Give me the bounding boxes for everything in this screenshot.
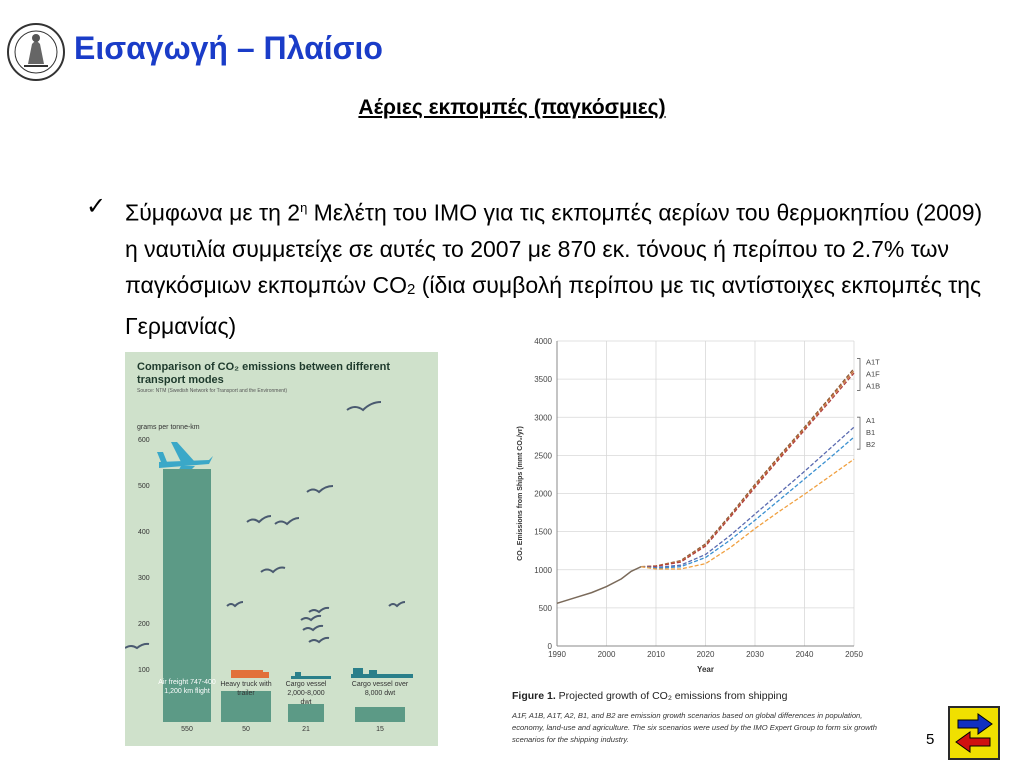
checkmark-icon: ✓ [86,193,107,220]
chart-x-tick-label: 2030 [746,650,764,659]
chart-legend-entry: B1 [866,428,876,438]
figure-caption-title: Figure 1. Projected growth of CO₂ emissions from shipping [512,690,788,702]
page-number: 5 [926,731,935,748]
chart-x-tick-label: 2010 [647,650,665,659]
transport-bar-label: Air freight 747-400 1,200 km flight [158,679,216,695]
chart-historical-line [557,567,641,604]
chart-series-line-a1b [641,373,854,567]
infographic-source: Source: NTM (Swedish Network for Transport and the Environment) [137,388,288,394]
chart-x-tick-label: 2050 [845,650,863,659]
chart-y-tick-label: 0 [547,642,552,651]
transport-bar-label: Heavy truck with trailer [220,681,272,697]
slide-subtitle: Αέριες εκπομπές (παγκόσμιες) [358,96,666,119]
chart-x-tick-label: 2020 [696,650,715,659]
chart-x-axis-label: Year [697,665,714,674]
infographic-tick: 600 [138,437,150,444]
chart-y-tick-label: 2000 [534,489,552,499]
transport-bar-value: 550 [181,726,193,733]
chart-x-tick-label: 2040 [795,650,814,659]
chart-legend-entry: B2 [866,440,876,450]
chart-legend-bracket [857,417,860,449]
infographic-unit: grams per tonne-km [137,424,200,431]
chart-legend-entry: A1T [866,357,880,367]
chart-y-tick-label: 2500 [534,451,552,461]
emissions-projection-chart [510,334,880,684]
navigation-buttons [948,706,1000,760]
infographic-tick: 200 [138,621,150,628]
chart-legend-entry: A1B [866,381,880,391]
transport-bar-value: 50 [242,726,250,733]
chart-y-tick-label: 1500 [534,527,552,537]
chart-x-tick-label: 1990 [548,650,566,659]
chart-legend-bracket [857,358,860,390]
chart-legend-entry: A1F [866,369,880,379]
transport-bar-label: Cargo vessel 2,000-8,000 dwt [285,681,327,706]
figure-caption-body: A1F, A1B, A1T, A2, B1, and B2 are emission growth scenarios based on global differences in population, economy, land-use and agriculture. The six scenarios were used by the IMO Expert Group to form six growth scenarios for the shipping industry. [512,711,877,744]
transport-bar-value: 15 [376,726,384,733]
chart-legend-entry: A1 [866,416,876,426]
chart-series-line-a1f [641,371,854,567]
transport-emissions-infographic [125,352,438,746]
infographic-tick: 500 [138,483,150,490]
university-seal-logo [6,22,66,82]
infographic-title: Comparison of CO₂ emissions between different transport modes [137,361,391,386]
chart-y-tick-label: 3000 [534,413,552,423]
chart-x-tick-label: 2000 [597,650,616,659]
slide-title: Εισαγωγή – Πλαίσιο [74,30,383,66]
infographic-tick: 400 [138,529,150,536]
chart-series-line-a1t [641,368,854,566]
chart-y-tick-label: 3500 [534,375,552,385]
infographic-tick: 300 [138,575,150,582]
transport-bar [355,707,405,722]
infographic-tick: 100 [138,667,150,674]
chart-y-axis-label: CO₂ Emissions from Ships (mmt CO₂/yr) [517,426,524,561]
chart-series-line-b1 [641,437,854,568]
ship-icon [291,668,413,679]
truck-icon [231,670,269,678]
bullet-text: Σύμφωνα με τη $2^\eta$ Μελέτη του IMO για τις εκπομπές αερίων του θερμοκηπίου (2009) η ναυτιλία συμμετείχε σε αυτές το 2007 με 870 εκ. τόνους ή περίπου το 2.7% των παγκόσμιων εκπομπών $CO_2$ (ίδια συμβολή περίπου με τις αντίστοιχες εκπομπές της Γερμανίας) [125,199,983,339]
transport-bar-label: Cargo vessel over 8,000 dwt [351,681,409,697]
chart-series-line-b2 [641,459,854,569]
chart-y-tick-label: 4000 [534,337,552,346]
chart-y-tick-label: 500 [538,603,552,613]
transport-bar-value: 21 [302,726,310,733]
chart-y-tick-label: 1000 [534,565,552,575]
